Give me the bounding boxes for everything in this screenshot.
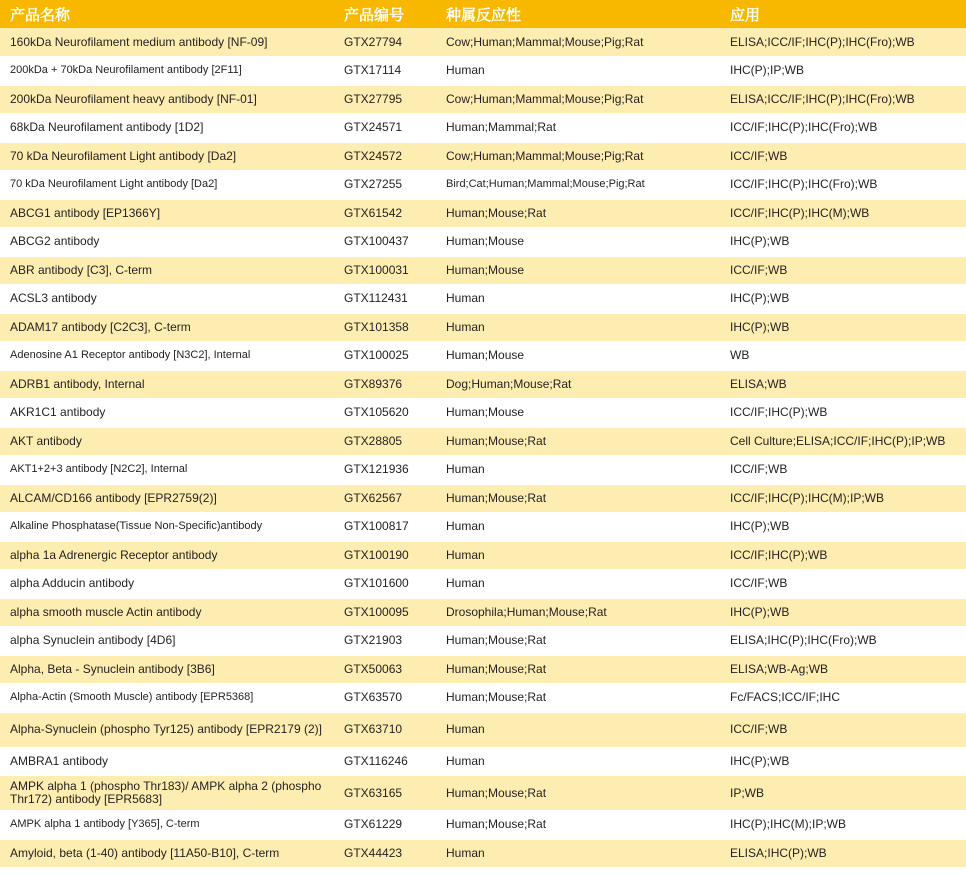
table-row bbox=[0, 747, 966, 776]
species-reactivity-cell: Human bbox=[446, 722, 485, 736]
species-reactivity-cell: Human bbox=[446, 547, 485, 562]
product-name-cell: ADAM17 antibody [C2C3], C-term bbox=[10, 319, 191, 334]
application-cell: ELISA;ICC/IF;IHC(P);IHC(Fro);WB bbox=[730, 34, 915, 49]
table-row bbox=[0, 570, 966, 599]
table-row bbox=[0, 684, 966, 713]
product-code-cell: GTX63165 bbox=[344, 785, 403, 800]
application-cell: IHC(P);WB bbox=[730, 519, 790, 534]
table-row bbox=[0, 285, 966, 314]
table-row bbox=[0, 712, 966, 747]
species-reactivity-cell: Human;Mouse bbox=[446, 234, 525, 249]
table-row bbox=[0, 456, 966, 485]
species-reactivity-cell: Human;Mouse;Rat bbox=[446, 817, 547, 832]
product-name-cell: AKT antibody bbox=[10, 433, 82, 448]
product-name-cell: 200kDa + 70kDa Neurofilament antibody [2F11] bbox=[10, 64, 242, 77]
product-code-cell: GTX62567 bbox=[344, 490, 403, 505]
application-cell: ELISA;IHC(P);IHC(Fro);WB bbox=[730, 633, 877, 648]
product-name-cell: AKR1C1 antibody bbox=[10, 405, 106, 420]
product-name-cell: 70 kDa Neurofilament Light antibody [Da2] bbox=[10, 178, 218, 191]
application-cell: Cell Culture;ELISA;ICC/IF;IHC(P);IP;WB bbox=[730, 433, 946, 448]
species-reactivity-cell: Bird;Cat;Human;Mammal;Mouse;Pig;Rat bbox=[446, 178, 645, 191]
product-name-cell: ALCAM/CD166 antibody [EPR2759(2)] bbox=[10, 490, 217, 505]
table-row bbox=[0, 57, 966, 86]
species-reactivity-cell: Human;Mammal;Rat bbox=[446, 120, 557, 135]
product-code-cell: GTX61542 bbox=[344, 205, 403, 220]
product-name-cell: Adenosine A1 Receptor antibody [N3C2], Internal bbox=[10, 349, 251, 362]
table-row bbox=[0, 627, 966, 656]
table-row bbox=[0, 313, 966, 342]
table-row bbox=[0, 342, 966, 371]
product-code-cell: GTX21903 bbox=[344, 633, 403, 648]
application-cell: ICC/IF;IHC(P);WB bbox=[730, 405, 828, 420]
product-name-cell: AMPK alpha 1 (phospho Thr183)/ AMPK alpha 2 (phospho Thr172) antibody [EPR5683] bbox=[10, 779, 322, 806]
species-reactivity-cell: Human;Mouse;Rat bbox=[446, 490, 547, 505]
application-cell: ICC/IF;WB bbox=[730, 262, 788, 277]
application-cell: IP;WB bbox=[730, 785, 765, 800]
table-row bbox=[0, 541, 966, 570]
product-name-cell: Alpha, Beta - Synuclein antibody [3B6] bbox=[10, 661, 215, 676]
header-application: 应用 bbox=[730, 5, 761, 24]
table-row bbox=[0, 142, 966, 171]
species-reactivity-cell: Human;Mouse bbox=[446, 348, 525, 363]
product-name-cell: 70 kDa Neurofilament Light antibody [Da2] bbox=[10, 148, 237, 163]
product-code-cell: GTX100031 bbox=[344, 262, 409, 277]
application-cell: ICC/IF;WB bbox=[730, 722, 788, 736]
table-row bbox=[0, 199, 966, 228]
application-cell: IHC(P);IHC(M);IP;WB bbox=[730, 817, 846, 832]
application-cell: IHC(P);IP;WB bbox=[730, 63, 804, 78]
product-code-cell: GTX100190 bbox=[344, 547, 409, 562]
product-code-cell: GTX17114 bbox=[344, 63, 402, 78]
table-row bbox=[0, 228, 966, 257]
application-cell: ICC/IF;WB bbox=[730, 148, 788, 163]
application-cell: ICC/IF;WB bbox=[730, 576, 788, 591]
species-reactivity-cell: Human;Mouse;Rat bbox=[446, 785, 547, 800]
species-reactivity-cell: Cow;Human;Mammal;Mouse;Pig;Rat bbox=[446, 148, 644, 163]
table-row bbox=[0, 513, 966, 542]
species-reactivity-cell: Drosophila;Human;Mouse;Rat bbox=[446, 604, 607, 619]
product-name-cell: 200kDa Neurofilament heavy antibody [NF-01] bbox=[10, 91, 257, 106]
product-code-cell: GTX61229 bbox=[344, 817, 403, 832]
product-name-cell: alpha Adducin antibody bbox=[10, 576, 135, 591]
table-row bbox=[0, 776, 966, 811]
species-reactivity-cell: Human;Mouse bbox=[446, 405, 525, 420]
application-cell: ICC/IF;IHC(P);IHC(M);IP;WB bbox=[730, 490, 884, 505]
table-row bbox=[0, 370, 966, 399]
application-cell: ELISA;ICC/IF;IHC(P);IHC(Fro);WB bbox=[730, 91, 915, 106]
product-code-cell: GTX24571 bbox=[344, 120, 403, 135]
species-reactivity-cell: Cow;Human;Mammal;Mouse;Pig;Rat bbox=[446, 91, 644, 106]
product-code-cell: GTX105620 bbox=[344, 405, 409, 420]
product-name-cell: Alpha-Actin (Smooth Muscle) antibody [EPR5368] bbox=[10, 691, 254, 704]
species-reactivity-cell: Human;Mouse;Rat bbox=[446, 433, 547, 448]
application-cell: IHC(P);WB bbox=[730, 604, 790, 619]
product-name-cell: Amyloid, beta (1-40) antibody [11A50-B10], C-term bbox=[10, 845, 280, 860]
table-row bbox=[0, 399, 966, 428]
product-name-cell: ADRB1 antibody, Internal bbox=[10, 376, 145, 391]
product-name-cell: alpha 1a Adrenergic Receptor antibody bbox=[10, 547, 218, 562]
product-code-cell: GTX100025 bbox=[344, 348, 409, 363]
product-name-cell: 160kDa Neurofilament medium antibody [NF-09] bbox=[10, 34, 268, 49]
product-code-cell: GTX44423 bbox=[344, 845, 403, 860]
product-code-cell: GTX100095 bbox=[344, 604, 409, 619]
table-row bbox=[0, 839, 966, 868]
product-code-cell: GTX27794 bbox=[344, 34, 403, 49]
species-reactivity-cell: Human bbox=[446, 291, 485, 306]
product-code-cell: GTX100437 bbox=[344, 234, 409, 249]
product-name-cell: AKT1+2+3 antibody [N2C2], Internal bbox=[10, 463, 188, 476]
table-header-row bbox=[0, 0, 966, 28]
product-code-cell: GTX24572 bbox=[344, 148, 403, 163]
species-reactivity-cell: Human;Mouse bbox=[446, 262, 525, 277]
species-reactivity-cell: Human;Mouse;Rat bbox=[446, 690, 547, 705]
table-row bbox=[0, 85, 966, 114]
product-name-cell: ACSL3 antibody bbox=[10, 291, 97, 306]
product-code-cell: GTX63570 bbox=[344, 690, 403, 705]
species-reactivity-cell: Human bbox=[446, 462, 485, 477]
product-code-cell: GTX116246 bbox=[344, 753, 408, 768]
header-product-code: 产品编号 bbox=[344, 5, 405, 24]
species-reactivity-cell: Human bbox=[446, 576, 485, 591]
table-body bbox=[0, 28, 966, 868]
table-row bbox=[0, 114, 966, 143]
product-code-cell: GTX63710 bbox=[344, 722, 403, 736]
application-cell: IHC(P);WB bbox=[730, 753, 790, 768]
product-name-cell: alpha Synuclein antibody [4D6] bbox=[10, 633, 176, 648]
application-cell: ICC/IF;IHC(P);IHC(Fro);WB bbox=[730, 177, 878, 192]
product-code-cell: GTX50063 bbox=[344, 661, 403, 676]
product-code-cell: GTX89376 bbox=[344, 376, 403, 391]
product-name-cell: AMPK alpha 1 antibody [Y365], C-term bbox=[10, 818, 200, 831]
header-species-reactivity: 种属反应性 bbox=[446, 5, 522, 24]
species-reactivity-cell: Human;Mouse;Rat bbox=[446, 205, 547, 220]
application-cell: WB bbox=[730, 348, 750, 363]
application-cell: ICC/IF;IHC(P);IHC(Fro);WB bbox=[730, 120, 878, 135]
species-reactivity-cell: Human;Mouse;Rat bbox=[446, 633, 547, 648]
product-name-cell: ABCG1 antibody [EP1366Y] bbox=[10, 205, 161, 220]
application-cell: ELISA;WB-Ag;WB bbox=[730, 661, 829, 676]
product-code-cell: GTX28805 bbox=[344, 433, 403, 448]
product-name-cell: Alkaline Phosphatase(Tissue Non-Specific)antibody bbox=[10, 520, 263, 533]
table-row bbox=[0, 811, 966, 840]
product-code-cell: GTX112431 bbox=[344, 291, 408, 306]
product-code-cell: GTX27795 bbox=[344, 91, 403, 106]
application-cell: ICC/IF;IHC(P);IHC(M);WB bbox=[730, 205, 870, 220]
table-row bbox=[0, 484, 966, 513]
product-code-cell: GTX27255 bbox=[344, 177, 403, 192]
header-product-name: 产品名称 bbox=[10, 5, 71, 24]
species-reactivity-cell: Human bbox=[446, 319, 485, 334]
product-name-cell: Alpha-Synuclein (phospho Tyr125) antibody [EPR2179 (2)] bbox=[10, 722, 322, 736]
product-name-cell: 68kDa Neurofilament antibody [1D2] bbox=[10, 120, 204, 135]
species-reactivity-cell: Human bbox=[446, 63, 485, 78]
application-cell: ELISA;IHC(P);WB bbox=[730, 845, 827, 860]
application-cell: ELISA;WB bbox=[730, 376, 787, 391]
table-row bbox=[0, 256, 966, 285]
product-code-cell: GTX101600 bbox=[344, 576, 409, 591]
product-name-cell: alpha smooth muscle Actin antibody bbox=[10, 604, 202, 619]
table-row bbox=[0, 427, 966, 456]
species-reactivity-cell: Cow;Human;Mammal;Mouse;Pig;Rat bbox=[446, 34, 644, 49]
species-reactivity-cell: Dog;Human;Mouse;Rat bbox=[446, 376, 572, 391]
species-reactivity-cell: Human;Mouse;Rat bbox=[446, 661, 547, 676]
product-name-cell: ABCG2 antibody bbox=[10, 234, 100, 249]
product-code-cell: GTX121936 bbox=[344, 462, 409, 477]
application-cell: ICC/IF;IHC(P);WB bbox=[730, 547, 828, 562]
application-cell: ICC/IF;WB bbox=[730, 462, 788, 477]
table-row bbox=[0, 655, 966, 684]
application-cell: IHC(P);WB bbox=[730, 319, 790, 334]
product-code-cell: GTX101358 bbox=[344, 319, 409, 334]
application-cell: IHC(P);WB bbox=[730, 234, 790, 249]
species-reactivity-cell: Human bbox=[446, 845, 485, 860]
species-reactivity-cell: Human bbox=[446, 519, 485, 534]
species-reactivity-cell: Human bbox=[446, 753, 485, 768]
product-name-cell: AMBRA1 antibody bbox=[10, 753, 109, 768]
product-code-cell: GTX100817 bbox=[344, 519, 409, 534]
application-cell: Fc/FACS;ICC/IF;IHC bbox=[730, 690, 841, 705]
table-row bbox=[0, 171, 966, 200]
application-cell: IHC(P);WB bbox=[730, 291, 790, 306]
table-row bbox=[0, 28, 966, 57]
table-row bbox=[0, 598, 966, 627]
product-name-cell: ABR antibody [C3], C-term bbox=[10, 262, 153, 277]
